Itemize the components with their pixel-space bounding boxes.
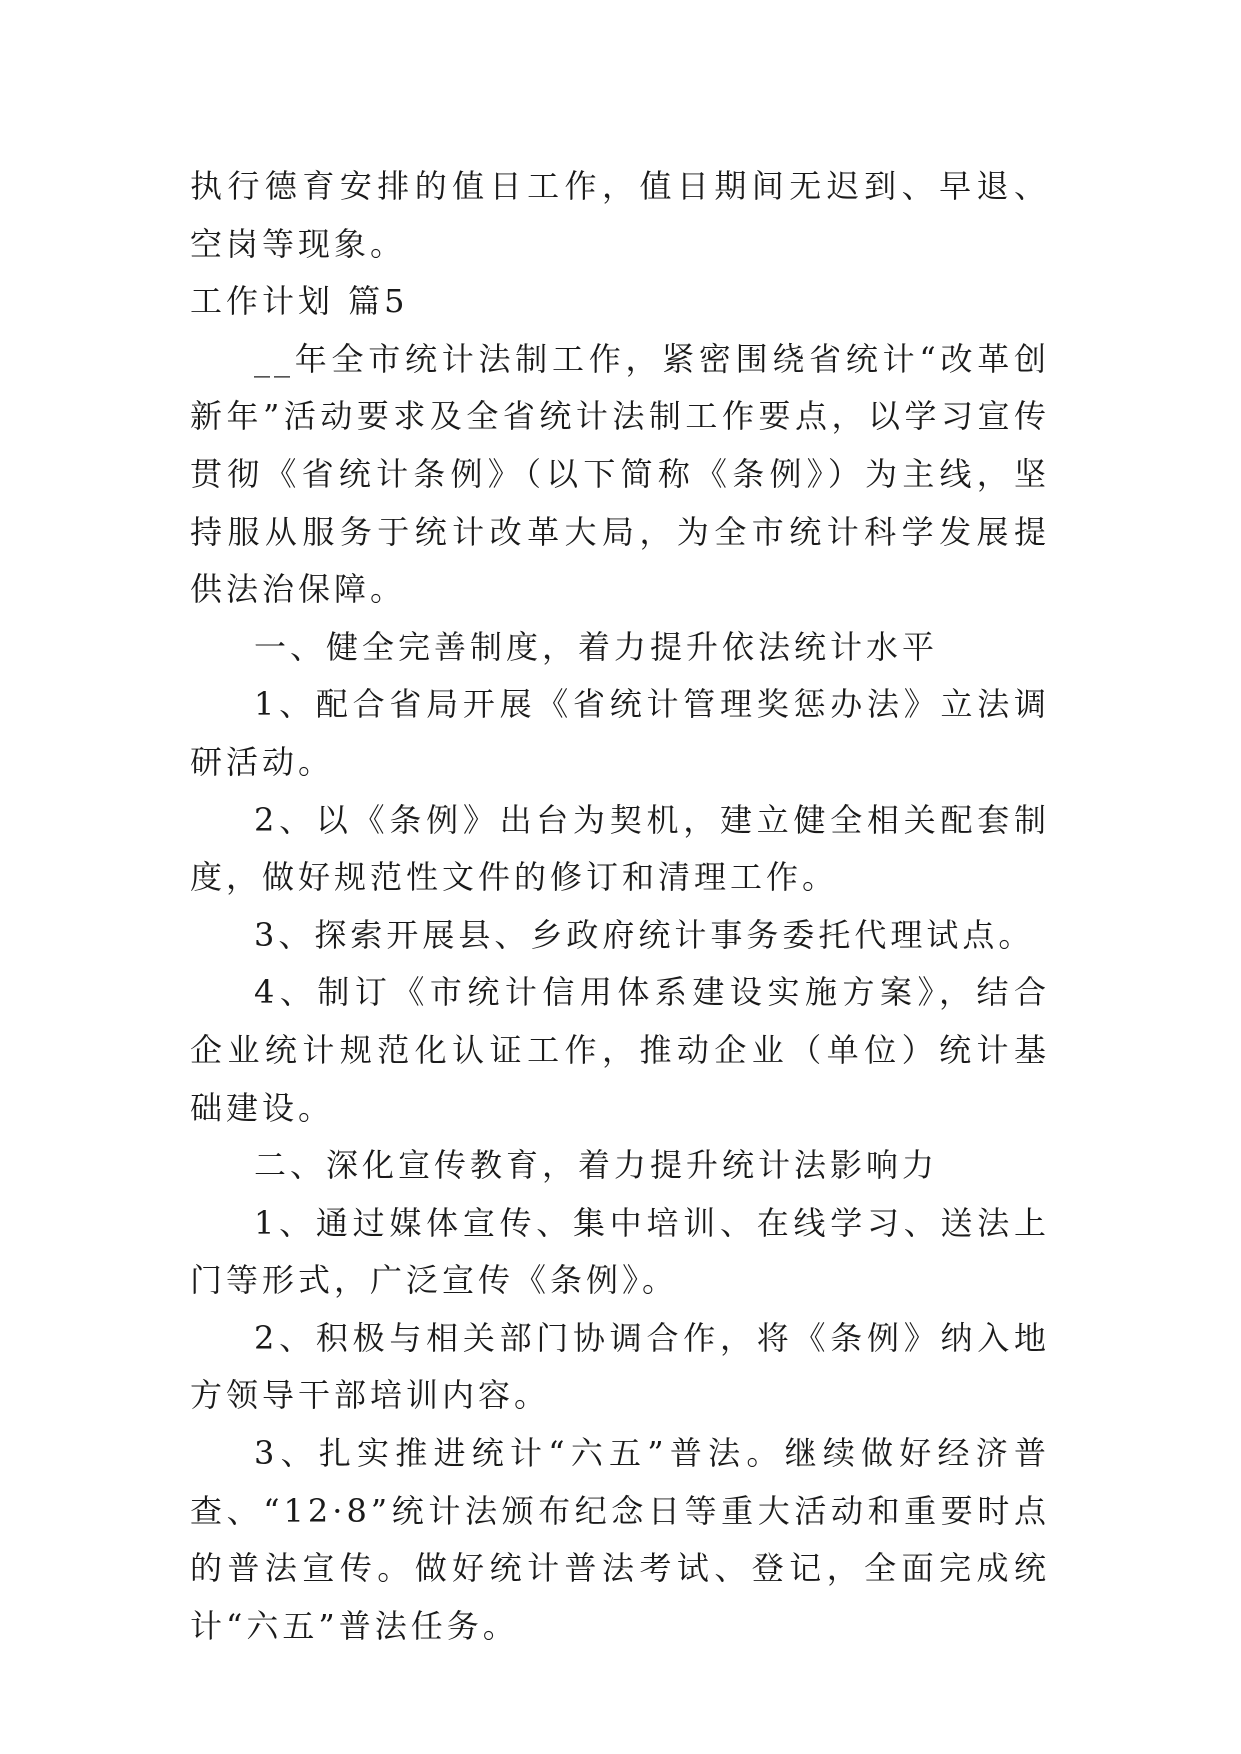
heading-part-one: 一、健全完善制度，着力提升依法统计水平	[254, 627, 939, 666]
section-title: 工作计划 篇5	[190, 282, 409, 321]
list-item: 1、配合省局开展《省统计管理奖惩办法》立法调研活动。	[190, 685, 1050, 781]
list-item: 3、探索开展县、乡政府统计事务委托代理试点。	[254, 915, 1035, 954]
list-item: 2、积极与相关部门协调合作，将《条例》纳入地方领导干部培训内容。	[190, 1318, 1050, 1415]
list-item: 3、扎实推进统计“六五”普法。继续做好经济普查、“12·8”统计法颁布纪念日等重大活动和重要时点的普法宣传。做好统计普法考试、登记，全面完成统计“六五”普法任务。	[190, 1434, 1050, 1645]
paragraph-duty-work: 执行德育安排的值日工作，值日期间无迟到、早退、空岗等现象。	[190, 167, 1050, 263]
list-item: 2、以《条例》出台为契机，建立健全相关配套制度，做好规范性文件的修订和清理工作。	[190, 800, 1050, 897]
document-body	[190, 158, 1050, 1655]
list-item: 4、制订《市统计信用体系建设实施方案》，结合企业统计规范化认证工作，推动企业（单位）统计基础建设。	[190, 973, 1050, 1127]
heading-part-two: 二、深化宣传教育，着力提升统计法影响力	[254, 1146, 939, 1185]
paragraph-intro: __年全市统计法制工作，紧密围绕省统计“改革创新年”活动要求及全省统计法制工作要点，以学习宣传贯彻《省统计条例》（以下简称《条例》）为主线，坚持服从服务于统计改革大局，为全市统计科学发展提供法治保障。	[190, 339, 1050, 609]
list-item: 1、通过媒体宣传、集中培训、在线学习、送法上门等形式，广泛宣传《条例》。	[190, 1203, 1050, 1300]
